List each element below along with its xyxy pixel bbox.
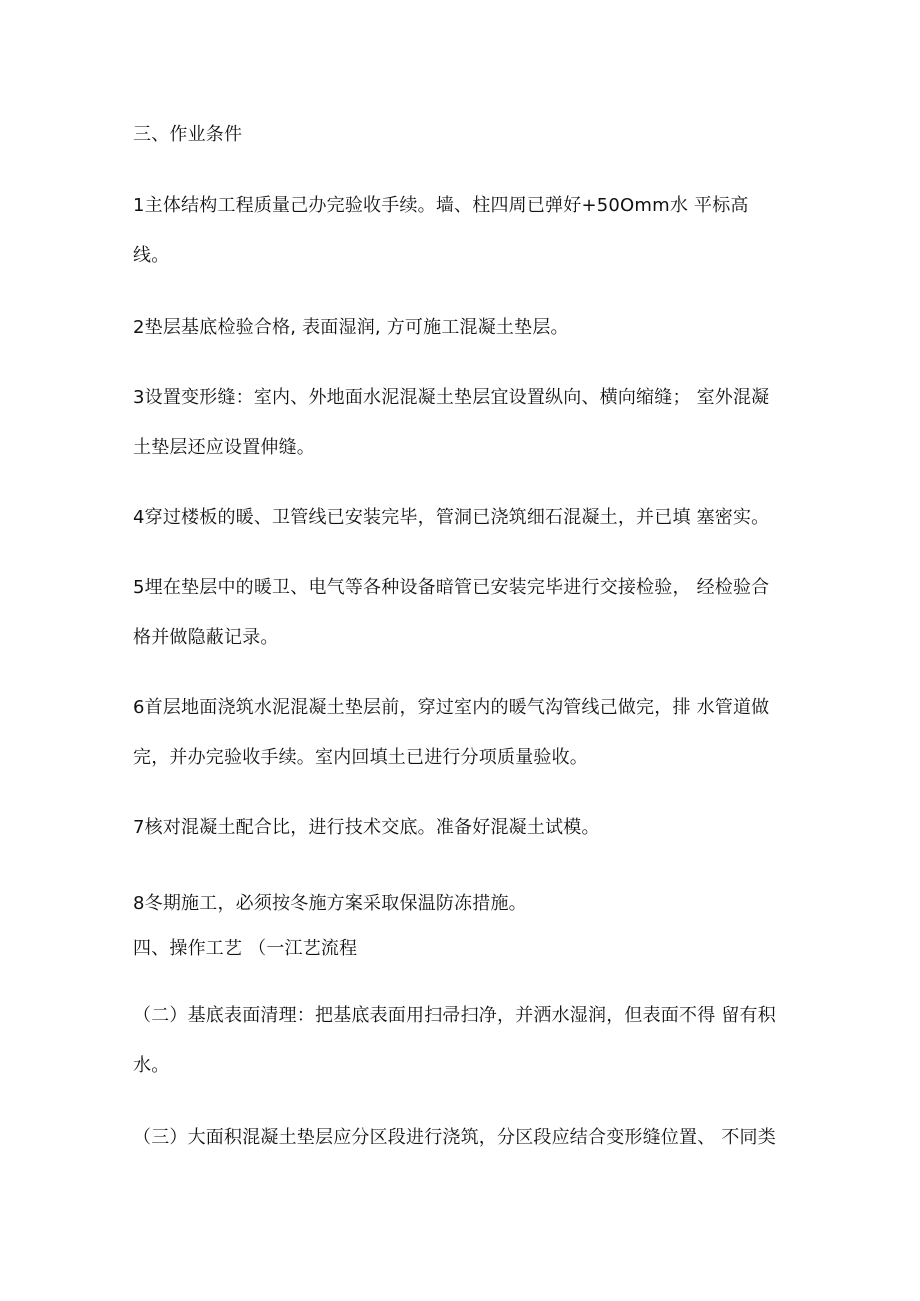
paragraph-line: 完，并办完验收手续。室内回填土已进行分项质量验收。	[133, 747, 588, 768]
paragraph-line: 2垫层基底检验合格, 表面湿润, 方可施工混凝土垫层。	[133, 317, 569, 338]
paragraph-line: （二）基底表面清理：把基底表面用扫帚扫净，并洒水湿润，但表面不得 留有积	[133, 1005, 776, 1026]
paragraph-line: 水。	[133, 1055, 170, 1076]
paragraph-line: 土垫层还应设置伸缝。	[133, 437, 315, 458]
paragraph-line: 1主体结构工程质量己办完验收手续。墙、柱四周已弹好+50Omm水 平标高	[133, 195, 749, 216]
section-heading: 四、操作工艺 （一江艺流程	[133, 938, 358, 959]
paragraph-line: 8冬期施工，必须按冬施方案采取保温防冻措施。	[133, 893, 527, 914]
paragraph-line: 格并做隐蔽记录。	[133, 627, 279, 648]
paragraph-line: 7核对混凝土配合比，进行技术交底。准备好混凝土试模。	[133, 817, 600, 838]
section-heading: 三、作业条件	[133, 124, 243, 145]
paragraph-line: 3设置变形缝：室内、外地面水泥混凝土垫层宜设置纵向、横向缩缝； 室外混凝	[133, 387, 770, 408]
paragraph-line: 线。	[133, 245, 170, 266]
paragraph-line: 4穿过楼板的暖、卫管线已安装完毕，管洞已浇筑细石混凝土，并已填 塞密实。	[133, 507, 770, 528]
paragraph-line: 5埋在垫层中的暖卫、电气等各种设备暗管已安装完毕进行交接检验， 经检验合	[133, 577, 770, 598]
paragraph-line: 6首层地面浇筑水泥混凝土垫层前，穿过室内的暖气沟管线己做完，排 水管道做	[133, 697, 770, 718]
paragraph-line: （三）大面积混凝土垫层应分区段进行浇筑，分区段应结合变形缝位置、 不同类	[133, 1127, 776, 1148]
